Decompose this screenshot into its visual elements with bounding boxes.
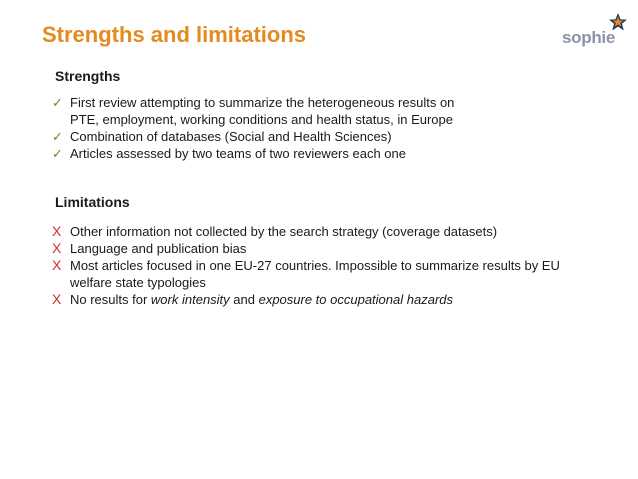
x-mark-icon: X: [52, 291, 62, 307]
limitation-item-line: [70, 291, 560, 308]
star-icon: [608, 12, 628, 34]
limitation-item: [52, 223, 560, 240]
x-mark-icon: X: [52, 257, 62, 273]
emphasis-work-intensity: work intensity: [150, 292, 230, 307]
limitation-item: [52, 257, 560, 291]
x-mark-icon: X: [52, 223, 62, 239]
emphasis-occupational-hazards: exposure to occupational hazards: [258, 292, 453, 307]
strength-item: [52, 94, 454, 128]
strengths-heading: Strengths: [55, 68, 121, 84]
limitation-item-line: welfare state typologies: [70, 275, 206, 290]
strength-item-line: First review attempting to summarize the heterogeneous results on: [70, 95, 455, 110]
limitation-item-line: Language and publication bias: [70, 241, 247, 256]
check-icon: ✓: [52, 146, 63, 161]
strength-item: [52, 128, 454, 145]
check-icon: ✓: [52, 95, 63, 110]
limitation-item-line: Other information not collected by the search strategy (coverage datasets): [70, 224, 498, 239]
limitation-item: [52, 240, 560, 257]
logo-text: sophie: [562, 28, 615, 47]
limitations-list: [52, 223, 560, 308]
strength-item-line: PTE, employment, working conditions and health status, in Europe: [70, 112, 453, 127]
check-icon: ✓: [52, 129, 63, 144]
strength-item-line: Combination of databases (Social and Health Sciences): [70, 129, 392, 144]
slide-title: Strengths and limitations: [42, 22, 307, 47]
limitation-text-mid: and: [229, 292, 259, 307]
limitation-text-prefix: No results for: [70, 292, 151, 307]
limitation-item: [52, 291, 560, 308]
sophie-logo: [562, 12, 626, 52]
x-mark-icon: X: [52, 240, 62, 256]
limitations-heading: Limitations: [55, 194, 130, 210]
strengths-list: [52, 94, 454, 162]
limitation-item-line: Most articles focused in one EU-27 countries. Impossible to summarize results by EU: [70, 258, 560, 273]
strength-item-line: Articles assessed by two teams of two reviewers each one: [70, 146, 406, 161]
strength-item: [52, 145, 454, 162]
